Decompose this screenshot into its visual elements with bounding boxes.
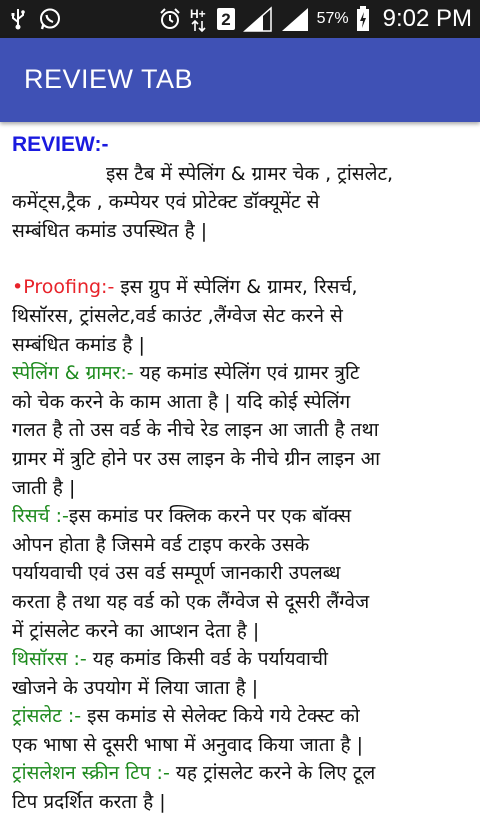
research-text-line: ओपन होता है जिसमे वर्ड टाइप करके उसके bbox=[12, 533, 310, 556]
thesaurus-term: थिसॉरस :- bbox=[12, 648, 87, 671]
status-bar bbox=[0, 0, 480, 38]
proofing-heading: •Proofing:- bbox=[12, 276, 115, 299]
review-heading: REVIEW:- bbox=[12, 133, 109, 156]
translation-screentip-text: यह ट्रांसलेट करने के लिए टूल bbox=[169, 762, 376, 785]
translation-screentip-term: ट्रांसलेशन स्क्रीन टिप :- bbox=[12, 762, 170, 785]
spelling-grammar-term: स्पेलिंग & ग्रामर:- bbox=[12, 362, 134, 385]
translate-text: इस कमांड से सेलेक्ट किये गये टेक्स्ट को bbox=[81, 705, 360, 728]
thesaurus-text: यह कमांड किसी वर्ड के पर्यायवाची bbox=[86, 648, 328, 671]
article-content[interactable] bbox=[12, 131, 472, 814]
review-text-line: इस टैब में स्पेलिंग & ग्रामर चेक , ट्रांसलेट, bbox=[106, 162, 394, 185]
battery-charging-icon bbox=[356, 6, 370, 32]
alarm-icon bbox=[158, 7, 182, 31]
spelling-grammar-text-line: गलत है तो उस वर्ड के नीचे रेड लाइन आ जाती है तथा bbox=[12, 419, 379, 442]
sim-2-icon bbox=[216, 7, 236, 31]
spelling-grammar-text-line: को चेक करने के काम आता है | यदि कोई स्पेलिंग bbox=[12, 390, 351, 413]
research-text-line: करता है तथा यह वर्ड को एक लैंग्वेज से दूसरी लैंग्वेज bbox=[12, 590, 370, 613]
sim-label: 2 bbox=[220, 10, 231, 29]
whatsapp-icon bbox=[38, 7, 62, 31]
spacer bbox=[12, 245, 472, 273]
usb-icon bbox=[10, 8, 26, 30]
clock: 9:02 PM bbox=[382, 5, 472, 32]
data-hplus-icon bbox=[189, 6, 209, 32]
translation-screentip-text-line: टिप प्रदर्शित करता है | bbox=[12, 791, 166, 814]
translate-text-line: एक भाषा से दूसरी भाषा में अनुवाद किया जाता है | bbox=[12, 733, 364, 756]
research-term: रिसर्च :- bbox=[12, 505, 69, 528]
data-label: H+ bbox=[189, 7, 206, 21]
battery-percent: 57% bbox=[316, 10, 349, 27]
thesaurus-text-line: खोजने के उपयोग में लिया जाता है | bbox=[12, 676, 259, 699]
status-system bbox=[158, 0, 472, 38]
review-text-line: कमेंट्स,ट्रैक , कम्पेयर एवं प्रोटेक्ट डॉक्यूमेंट से bbox=[12, 191, 320, 214]
research-text-line: में ट्रांसलेट करने का आप्शन देता है | bbox=[12, 619, 260, 642]
translate-term: ट्रांसलेट :- bbox=[12, 705, 82, 728]
app-bar bbox=[0, 38, 480, 122]
research-text: इस कमांड पर क्लिक करने पर एक बॉक्स bbox=[68, 505, 352, 528]
proofing-text-line: थिसॉरस, ट्रांसलेट,वर्ड काउंट ,लैंग्वेज सेट करने से bbox=[12, 304, 343, 327]
spelling-grammar-text: यह कमांड स्पेलिंग एवं ग्रामर त्रुटि bbox=[133, 362, 360, 385]
status-notifications bbox=[10, 0, 62, 38]
spelling-grammar-text-line: ग्रामर में त्रुटि होने पर उस लाइन के नीचे ग्रीन लाइन आ bbox=[12, 447, 381, 470]
proofing-text-line: सम्बंधित कमांड है | bbox=[12, 333, 145, 356]
spelling-grammar-text-line: जाती है | bbox=[12, 476, 76, 499]
research-text-line: पर्यायवाची एवं उस वर्ड सम्पूर्ण जानकारी उपलब्ध bbox=[12, 562, 341, 585]
page-title: REVIEW TAB bbox=[24, 64, 194, 94]
review-text-line: सम्बंधित कमांड उपस्थित है | bbox=[12, 219, 208, 242]
signal-icon bbox=[243, 6, 273, 32]
signal-icon bbox=[280, 6, 310, 32]
proofing-text: इस ग्रुप में स्पेलिंग & ग्रामर, रिसर्च, bbox=[114, 276, 358, 299]
